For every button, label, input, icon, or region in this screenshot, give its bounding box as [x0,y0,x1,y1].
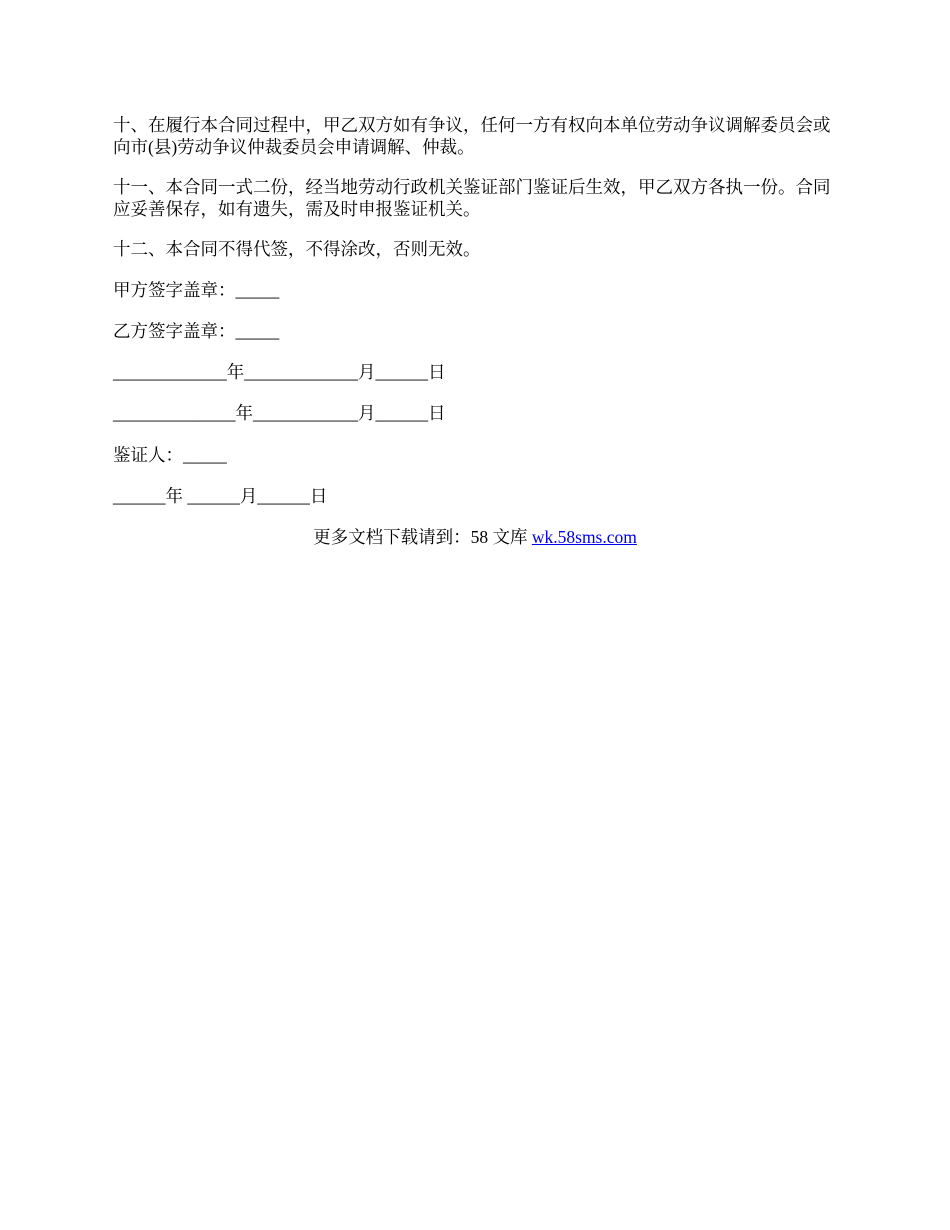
date-line-3: ______年 ______月______日 [113,486,328,506]
party-a-signature-line: 甲方签字盖章：_____ [113,280,280,300]
footer-prefix-text: 更多文档下载请到：58 文库 [313,527,532,547]
footer-website-link[interactable]: wk.58sms.com [531,527,637,547]
witness-line: 鉴证人：_____ [113,445,227,465]
footer-download-note [0,526,950,548]
clause-10-paragraph: 十、在履行本合同过程中，甲乙双方如有争议，任何一方有权向本单位劳动争议调解委员会或向市(县)劳动争议仲裁委员会申请调解、仲裁。 [113,115,831,157]
date-line-1: _____________年_____________月______日 [113,362,446,382]
clause-11-paragraph: 十一、本合同一式二份，经当地劳动行政机关鉴证部门鉴证后生效，甲乙双方各执一份。合同应妥善保存，如有遗失，需及时申报鉴证机关。 [113,177,831,219]
date-line-2: ______________年____________月______日 [113,403,446,423]
party-b-signature-line: 乙方签字盖章：_____ [113,321,280,341]
clause-12-paragraph: 十二、本合同不得代签，不得涂改，否则无效。 [113,239,481,259]
